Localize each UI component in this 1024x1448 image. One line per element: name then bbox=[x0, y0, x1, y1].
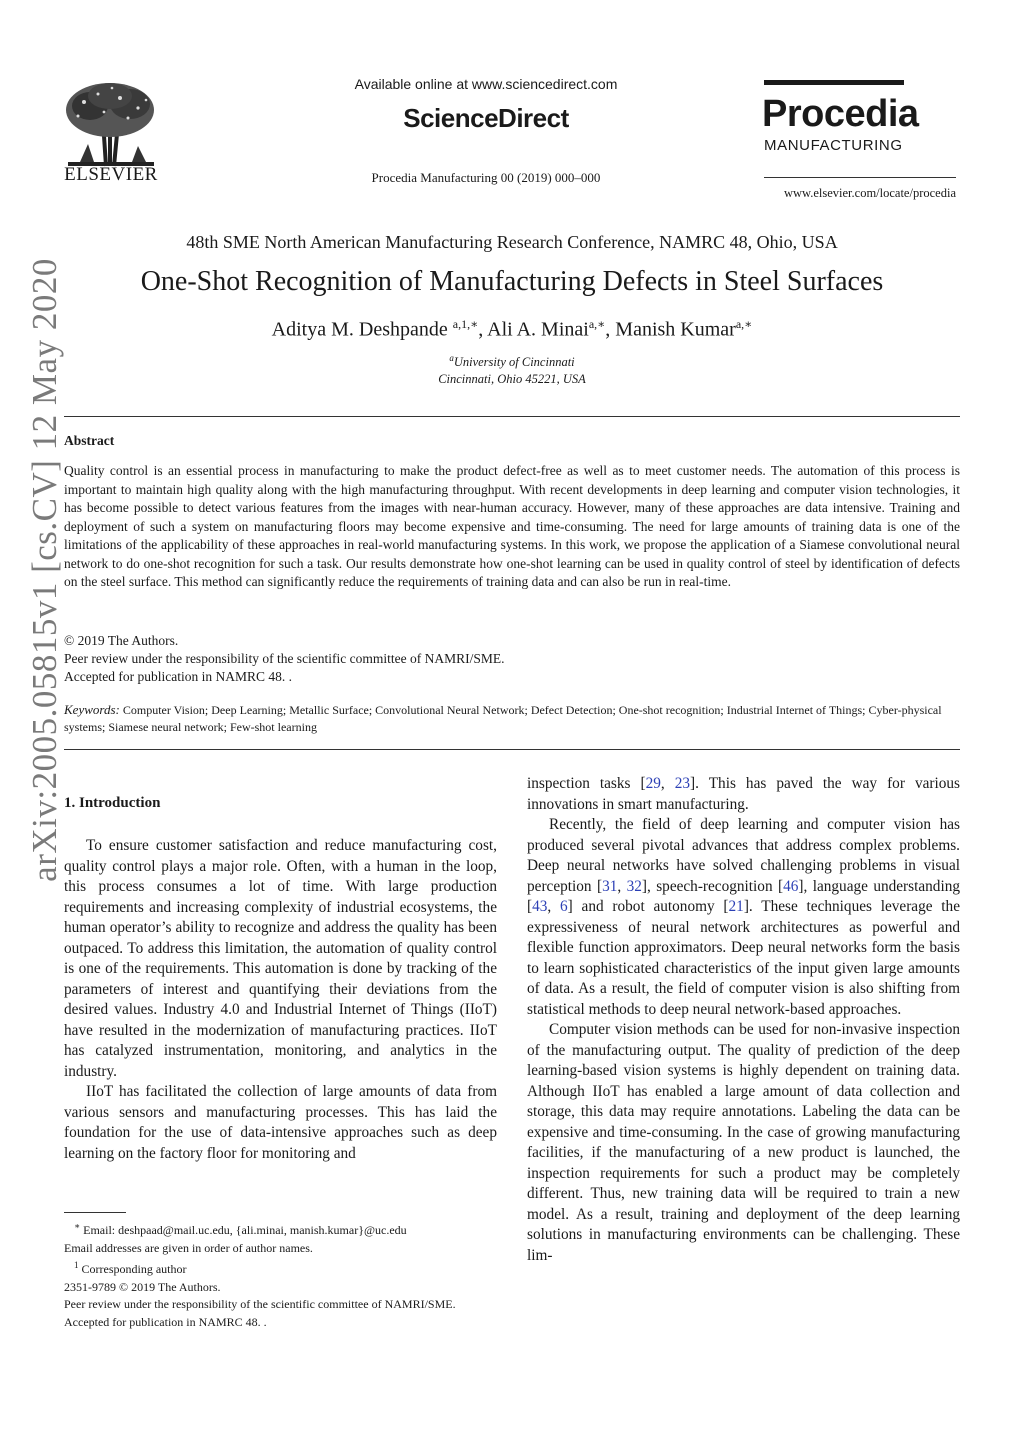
journal-url: www.elsevier.com/locate/procedia bbox=[783, 186, 956, 200]
abstract-accepted: Accepted for publication in NAMRC 48. . bbox=[64, 669, 292, 684]
citation-link[interactable]: 23 bbox=[674, 775, 691, 792]
conference-line: 48th SME North American Manufacturing Research Conference, NAMRC 48, Ohio, USA bbox=[186, 232, 838, 252]
author-minai: Ali A. Minai bbox=[487, 318, 589, 341]
journal-reference: Procedia Manufacturing 00 (2019) 000–000 bbox=[371, 170, 601, 185]
procedia-logo: Procedia bbox=[762, 93, 919, 135]
text-run: ] and robot autonomy [ bbox=[567, 898, 729, 915]
elsevier-logo bbox=[60, 78, 162, 188]
procedia-subtitle: MANUFACTURING bbox=[764, 137, 903, 154]
affiliation-university: University of Cincinnati bbox=[453, 355, 575, 370]
text-run: ], language understanding [ bbox=[527, 877, 960, 915]
citation-link[interactable]: 21 bbox=[728, 898, 744, 915]
text-run: , bbox=[617, 877, 627, 895]
footnotes bbox=[64, 1218, 524, 1331]
sciencedirect-logo: ScienceDirect bbox=[403, 103, 569, 133]
abstract-bottom-rule bbox=[64, 749, 960, 750]
affiliation-sup: a bbox=[449, 353, 454, 363]
footnote-email-sup: ∗ bbox=[74, 1221, 81, 1231]
elsevier-wordmark: ELSEVIER bbox=[64, 164, 158, 185]
abstract-text: Quality control is an essential process in manufacturing to make the product defect-free as well as to meet customer needs. The automation of this process is important to maintain high quality along with the high manufacturing throughput. With recent developments in deep learning and computer vision technologies, it has become possible to detect various features from the images with near-human accuracy. However, many of these approaches are data intensive. Training and deployment of such a system on manufacturing floors may become expensive and time-consuming. The need for large amounts of training data is one of the limitations of the applicability of these approaches in real-world manufacturing systems. In this work, we propose the application of a Siamese convolutional neural network to do one-shot recognition for such a task. Our results demonstrate how one-shot learning can be used in quality control of steel by identification of defects on the steel surface. This method can significantly reduce the requirements of training data and can also be run in real-time. bbox=[64, 463, 960, 589]
arxiv-identifier: arXiv:2005.05815v1 [cs.CV] 12 May 2020 bbox=[25, 258, 64, 882]
footnote-peer-review: Peer review under the responsibility of the scientific committee of NAMRI/SME. bbox=[64, 1297, 456, 1311]
intro-paragraph-r3: Computer vision methods can be used for non-invasive inspection of the manufacturing output. The quality of prediction of the deep learning-based vision systems is highly dependent on training data. Although IIoT has enabled a large amount of data collection and storage, this data may require annotations. Labeling the data can be expensive and time-consuming. In the case of growing manufacturing facilities, if the manufacturing of a new product is launched, the inspection requirements for such a product may be completely different. Thus, new training data will be required to train a new model. As a result, training and deployment of the deep learning solutions in manufacturing environments can be challenging. These lim- bbox=[527, 1021, 960, 1264]
author-separator: , bbox=[478, 318, 488, 341]
footnote-email: Email: deshpaad@mail.uc.edu, {ali.minai, manish.kumar}@uc.edu bbox=[83, 1223, 407, 1237]
footnote-corresponding: Corresponding author bbox=[81, 1262, 187, 1276]
right-column bbox=[527, 774, 960, 1266]
elsevier-tree-icon bbox=[60, 78, 162, 170]
text-run: Recently, the field of deep learning and computer vision has produced several pivotal advances that address complex problems. Deep neural networks have solved challenging problems in visual perception [ bbox=[527, 816, 960, 895]
footnote-corresponding-line bbox=[64, 1257, 524, 1279]
author-separator: , bbox=[605, 318, 616, 341]
text-run: ], speech-recognition [ bbox=[641, 877, 784, 895]
keywords-text: Computer Vision; Deep Learning; Metallic Surface; Convolutional Neural Network; Defect Detection; One-shot recognition; Industrial Internet of Things; Cyber-physical systems; Siamese neural network; Few-shot learning bbox=[64, 703, 942, 734]
procedia-logo-bar bbox=[764, 80, 904, 85]
text-run: ]. This has paved the way for various innovations in smart manufacturing. bbox=[527, 775, 960, 813]
keywords-label: Keywords: bbox=[64, 702, 120, 717]
citation-link[interactable]: 46 bbox=[783, 877, 799, 895]
author-deshpande-sup: a,1,∗ bbox=[452, 317, 479, 331]
text-run: inspection tasks [ bbox=[527, 775, 646, 792]
procedia-logo-rule bbox=[764, 177, 956, 178]
intro-paragraph-2: IIoT has facilitated the collection of large amounts of data from various sensors and manufacturing processes. This has laid the foundation for the use of data-intensive approaches such as deep learning on the factory floor for monitoring and bbox=[64, 1083, 497, 1162]
footnote-corresponding-sup: 1 bbox=[74, 1260, 79, 1270]
section-heading-introduction: 1. Introduction bbox=[64, 795, 161, 811]
left-column bbox=[64, 836, 497, 1164]
abstract-copyright: © 2019 The Authors. bbox=[64, 633, 179, 648]
intro-paragraph-r2 bbox=[527, 815, 960, 1020]
affiliation bbox=[64, 350, 960, 388]
footnote-issn: 2351-9789 © 2019 The Authors. bbox=[64, 1279, 221, 1294]
intro-paragraph-1: To ensure customer satisfaction and reduce manufacturing cost, quality control plays a major role. Often, with a human in the loop, this process consumes a lot of time. With large production requirements and increasing complexity of industrial ecosystems, the human operator’s ability to recognize and address the quality has been outpaced. To address this limitation, the automation of quality control is one of the requirements. This automation is done by tracking of the parameters of interest and quantifying their deviations from the desired values. Industry 4.0 and Industrial Internet of Things (IIoT) have resulted in the modernization of manufacturing practices. IIoT has catalyzed instrumentation, monitoring, and analytics in the industry. bbox=[64, 837, 497, 1080]
author-kumar: Manish Kumar bbox=[615, 318, 736, 341]
keywords bbox=[64, 701, 960, 736]
citation-link[interactable]: 6 bbox=[560, 898, 568, 915]
abstract-peer-review: Peer review under the responsibility of the scientific committee of NAMRI/SME. bbox=[64, 651, 505, 666]
abstract-meta bbox=[64, 632, 960, 686]
abstract-heading: Abstract bbox=[64, 433, 115, 448]
citation-link[interactable]: 31 bbox=[602, 877, 618, 895]
affiliation-address: Cincinnati, Ohio 45221, USA bbox=[438, 372, 586, 387]
text-run: , bbox=[660, 775, 675, 792]
citation-link[interactable]: 32 bbox=[626, 877, 642, 895]
available-online: Available online at www.sciencedirect.com bbox=[354, 76, 618, 92]
citation-link[interactable]: 29 bbox=[645, 775, 661, 792]
author-list bbox=[64, 317, 960, 342]
author-minai-sup: a,∗ bbox=[588, 317, 606, 331]
paper-title: One-Shot Recognition of Manufacturing Defects in Steel Surfaces bbox=[140, 266, 884, 297]
intro-paragraph-r1 bbox=[527, 774, 960, 815]
author-deshpande: Aditya M. Deshpande bbox=[271, 318, 448, 341]
footnote-accepted: Accepted for publication in NAMRC 48. . bbox=[64, 1314, 267, 1329]
footnote-email-line bbox=[64, 1218, 524, 1240]
text-run: ]. These techniques leverage the expressiveness of neural network architectures as powerful and flexible function approximators. Deep neural networks form the basis to learn sophisticated characteristics of the input given large amounts of data. As a result, the field of computer vision is also shifting from statistical methods to deep neural network-based approaches. bbox=[527, 898, 960, 1018]
text-run: , bbox=[547, 898, 561, 915]
footnote-rule bbox=[64, 1212, 126, 1213]
citation-link[interactable]: 43 bbox=[532, 898, 548, 915]
author-kumar-sup: a,∗ bbox=[735, 317, 753, 331]
footnote-email-order: Email addresses are given in order of author names. bbox=[64, 1240, 313, 1255]
abstract-top-rule bbox=[64, 416, 960, 417]
